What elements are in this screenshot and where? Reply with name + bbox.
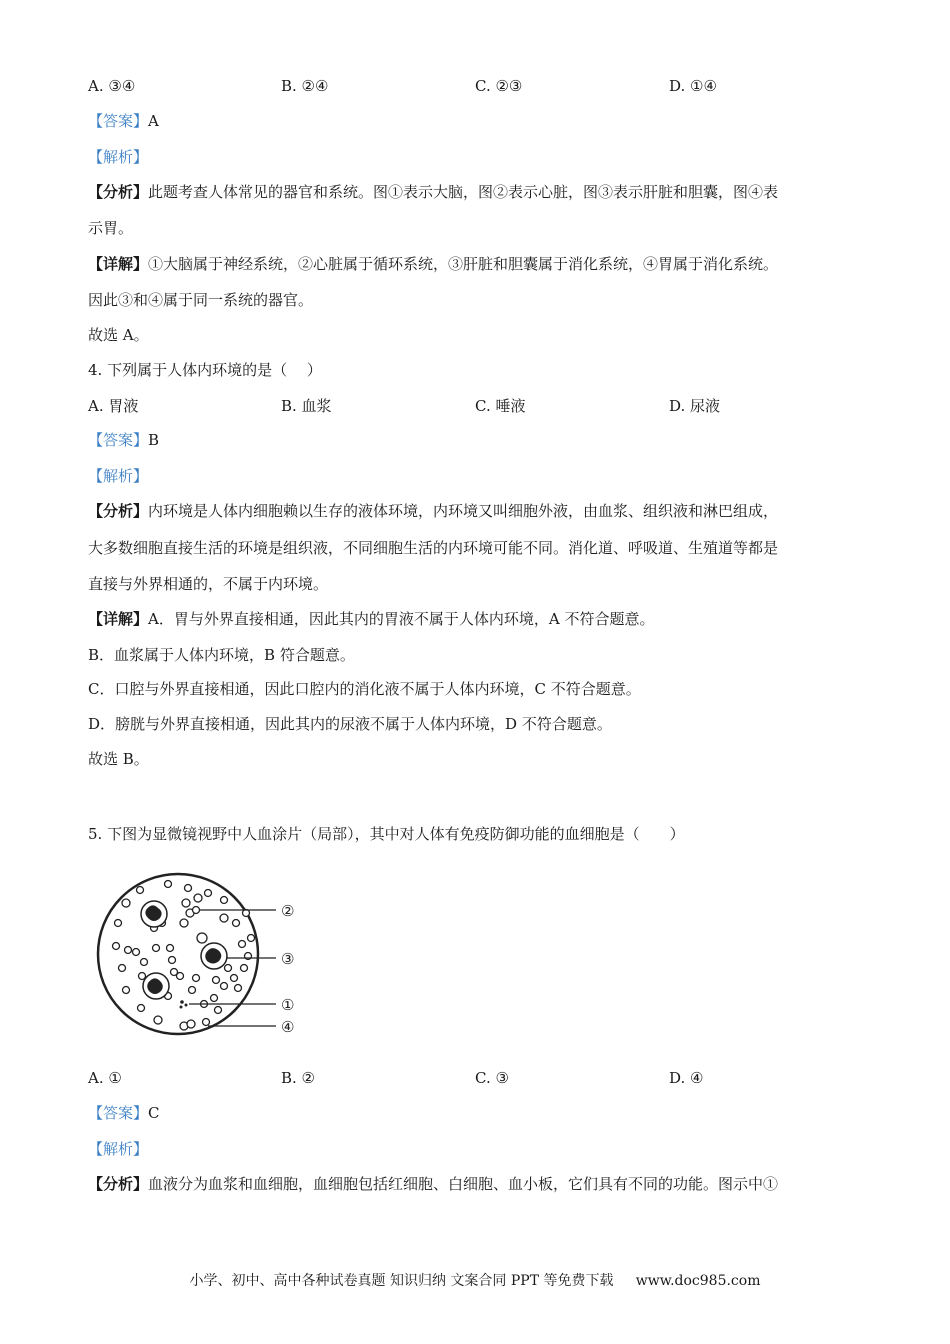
q4-detail-d: D．膀胱与外界直接相通，因此其内的尿液不属于人体内环境，D 不符合题意。 [88, 715, 612, 733]
answer-value: A [148, 112, 159, 130]
q3-fenxi-2: 示胃。 [88, 219, 134, 237]
fenxi-text: 血液分为血浆和血细胞，血细胞包括红细胞、白细胞、血小板，它们具有不同的功能。图示中① [148, 1175, 779, 1193]
q4-detail-b: B．血浆属于人体内环境，B 符合题意。 [88, 646, 355, 664]
q4-detail-a [88, 609, 654, 629]
q4-fenxi-3: 直接与外界相通的，不属于内环境。 [88, 575, 329, 593]
red-blood-cells [113, 881, 255, 1031]
figure-label-2: ② [281, 902, 295, 920]
q3-answer [88, 111, 159, 131]
footer-text: 小学、初中、高中各种试卷真题 知识归纳 文案合同 PPT 等免费下载 [189, 1273, 614, 1289]
figure-label-4: ④ [281, 1018, 295, 1036]
q3-analysis-tag: 【解析】 [88, 148, 149, 166]
fenxi-text: 内环境是人体内细胞赖以生存的液体环境，内环境又叫细胞外液，由血浆、组织液和淋巴组成， [148, 502, 779, 520]
q4-fenxi-2: 大多数细胞直接生活的环境是组织液，不同细胞生活的内环境可能不同。消化道、呼吸道、生殖道等都是 [88, 539, 779, 557]
q3-conclusion: 故选 A。 [88, 326, 149, 344]
fenxi-text: 此题考查人体常见的器官和系统。图①表示大脑，图②表示心脏，图③表示肝脏和胆囊，图④表 [148, 183, 779, 201]
q3-option-d: D. ①④ [669, 77, 717, 95]
figure-label-1: ① [281, 996, 295, 1014]
detail-tag: 【详解】 [88, 255, 149, 273]
q5-stem: 5. 下图为显微镜视野中人血涂片（局部），其中对人体有免疫防御功能的血细胞是（ ） [88, 825, 685, 843]
q4-option-b: B. 血浆 [281, 397, 332, 415]
answer-value: C [148, 1104, 160, 1122]
q4-fenxi-1 [88, 501, 778, 521]
q4-answer [88, 430, 159, 450]
q3-detail-2: 因此③和④属于同一系统的器官。 [88, 291, 314, 309]
q3-detail-1 [88, 254, 778, 274]
answer-tag: 【答案】 [88, 431, 149, 449]
q4-stem: 4. 下列属于人体内环境的是（ ） [88, 361, 322, 379]
q5-option-b: B. ② [281, 1069, 316, 1087]
detail-text: ①大脑属于神经系统，②心脏属于循环系统，③肝脏和胆囊属于消化系统，④胃属于消化系统。 [148, 255, 779, 273]
label-lines [189, 910, 276, 1026]
q5-option-d: D. ④ [669, 1069, 704, 1087]
answer-tag: 【答案】 [88, 1104, 149, 1122]
q3-option-c: C. ②③ [475, 77, 523, 95]
q5-analysis-tag: 【解析】 [88, 1140, 149, 1158]
q5-option-c: C. ③ [475, 1069, 509, 1087]
answer-tag: 【答案】 [88, 112, 149, 130]
detail-text: A．胃与外界直接相通，因此其内的胃液不属于人体内环境，A 不符合题意。 [148, 610, 655, 628]
q5-option-a: A. ① [88, 1069, 122, 1087]
q4-option-a: A. 胃液 [88, 397, 139, 415]
footer-url[interactable]: www.doc985.com [635, 1273, 761, 1289]
figure-label-3: ③ [281, 950, 295, 968]
platelets [180, 1000, 188, 1008]
q5-answer [88, 1103, 160, 1123]
q4-detail-c: C．口腔与外界直接相通，因此口腔内的消化液不属于人体内环境，C 不符合题意。 [88, 680, 641, 698]
microscope-field [98, 874, 258, 1034]
fenxi-tag: 【分析】 [88, 502, 149, 520]
q4-conclusion: 故选 B。 [88, 750, 149, 768]
detail-tag: 【详解】 [88, 610, 149, 628]
q3-option-b: B. ②④ [281, 77, 329, 95]
q3-option-a: A. ③④ [88, 77, 136, 95]
q5-fenxi-1 [88, 1174, 778, 1194]
fenxi-tag: 【分析】 [88, 183, 149, 201]
blood-smear-figure [96, 868, 306, 1038]
answer-value: B [148, 431, 160, 449]
q4-option-d: D. 尿液 [669, 397, 721, 415]
page-footer [0, 1270, 950, 1290]
q3-fenxi-1 [88, 182, 778, 202]
fenxi-tag: 【分析】 [88, 1175, 149, 1193]
q4-analysis-tag: 【解析】 [88, 467, 149, 485]
q4-option-c: C. 唾液 [475, 397, 526, 415]
